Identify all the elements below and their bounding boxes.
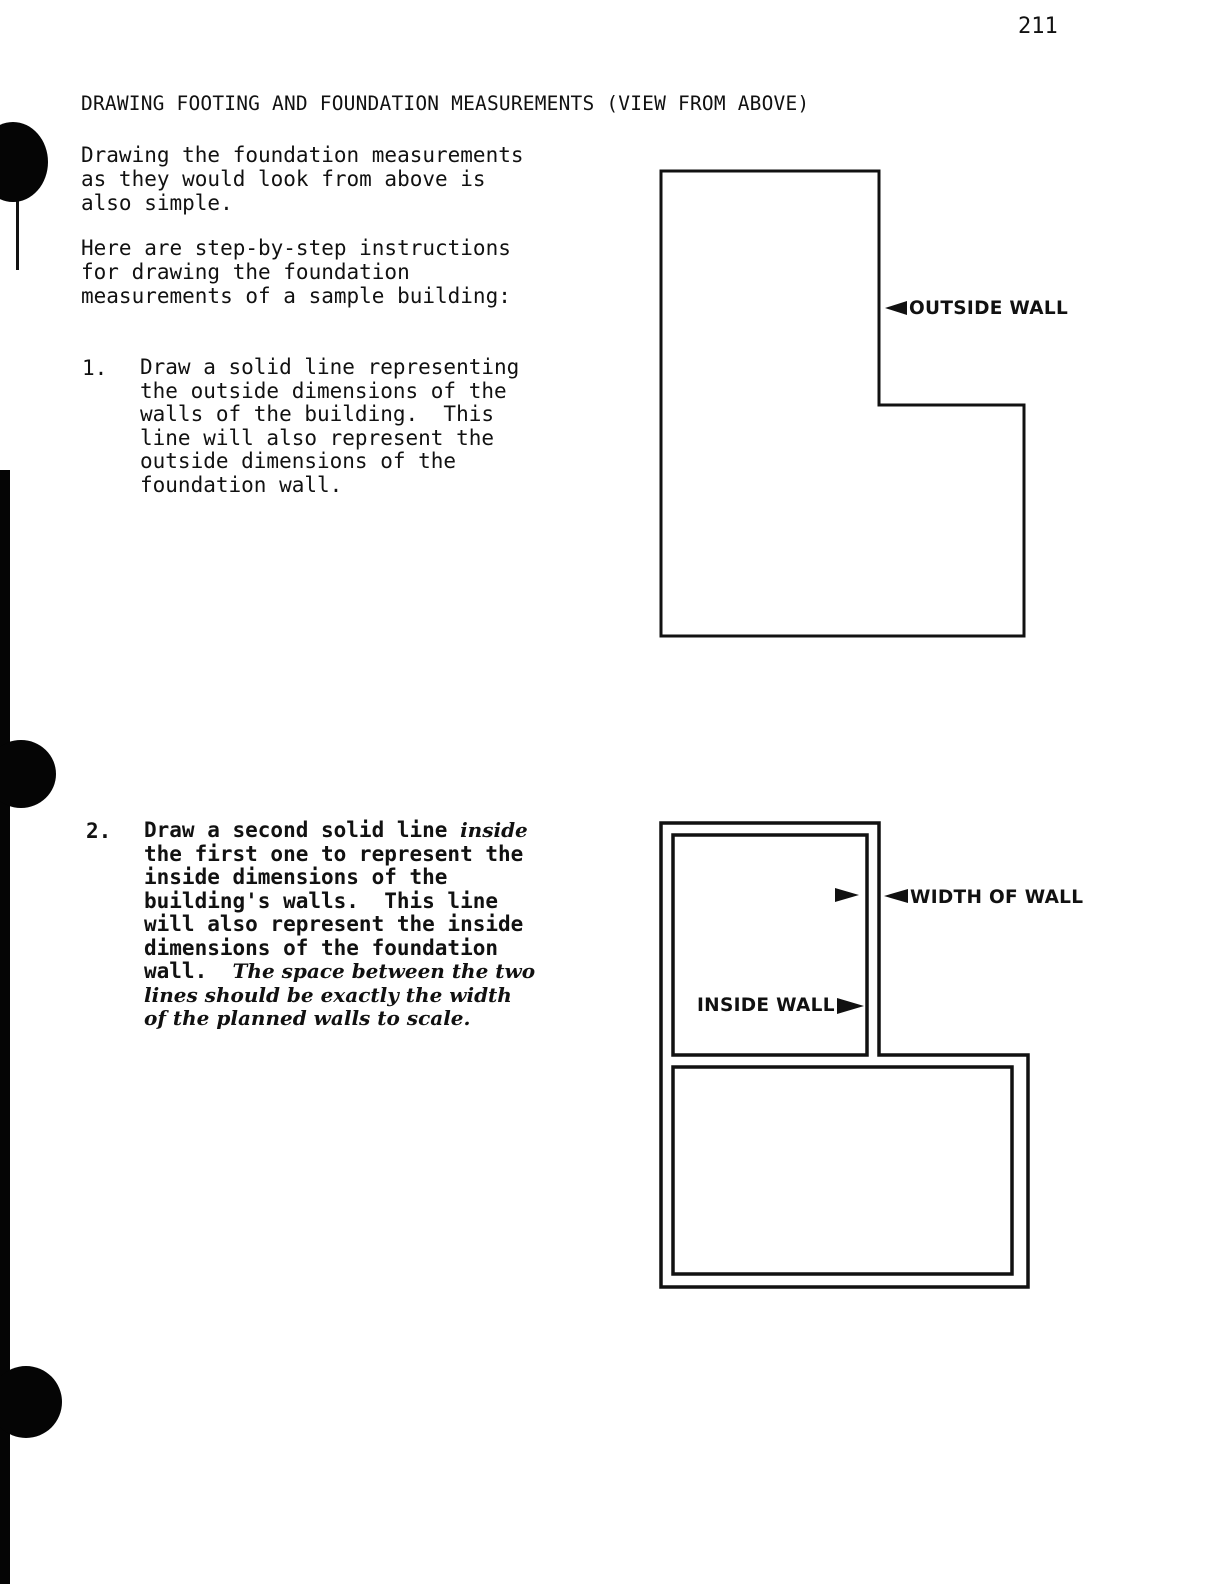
step-2-number: 2. <box>86 819 112 843</box>
inner-wall-lower-room <box>673 1067 1012 1274</box>
step-2-italic-note: The space between the two lines should be exactly the width of the planned walls to scale. <box>144 959 536 1030</box>
outside-wall-label: OUTSIDE WALL <box>909 298 1069 319</box>
page-number: 211 <box>1018 14 1058 39</box>
inner-wall-upper-room <box>673 835 867 1055</box>
inside-wall-arrow-icon <box>837 998 864 1014</box>
width-of-wall-label: WIDTH OF WALL <box>910 887 1084 908</box>
step-1-text: Draw a solid line representing the outside dimensions of the walls of the building. This line will also represent the outside dimensions of the foundation wall. <box>140 355 520 497</box>
step-2-emphasis: inside <box>460 818 528 842</box>
width-arrow-right-icon <box>884 889 908 903</box>
step-1-number: 1. <box>82 356 108 380</box>
intro-paragraph-2: Here are step-by-step instructions for drawing the foundation measurements of a sample building: <box>81 236 511 308</box>
step-2-text-part2: the first one to represent the inside dimensions of the building's walls. This line will also represent the inside dimensions of the foundation wall. <box>144 841 524 983</box>
intro-paragraph-1: Drawing the foundation measurements as they would look from above is also simple. <box>81 143 524 215</box>
step-2-text-part1: Draw a second solid line <box>144 818 461 842</box>
inside-wall-label: INSIDE WALL <box>697 995 835 1016</box>
width-arrow-left-icon <box>835 888 859 902</box>
page-title: DRAWING FOOTING AND FOUNDATION MEASUREMENTS (VIEW FROM ABOVE) <box>81 92 810 115</box>
